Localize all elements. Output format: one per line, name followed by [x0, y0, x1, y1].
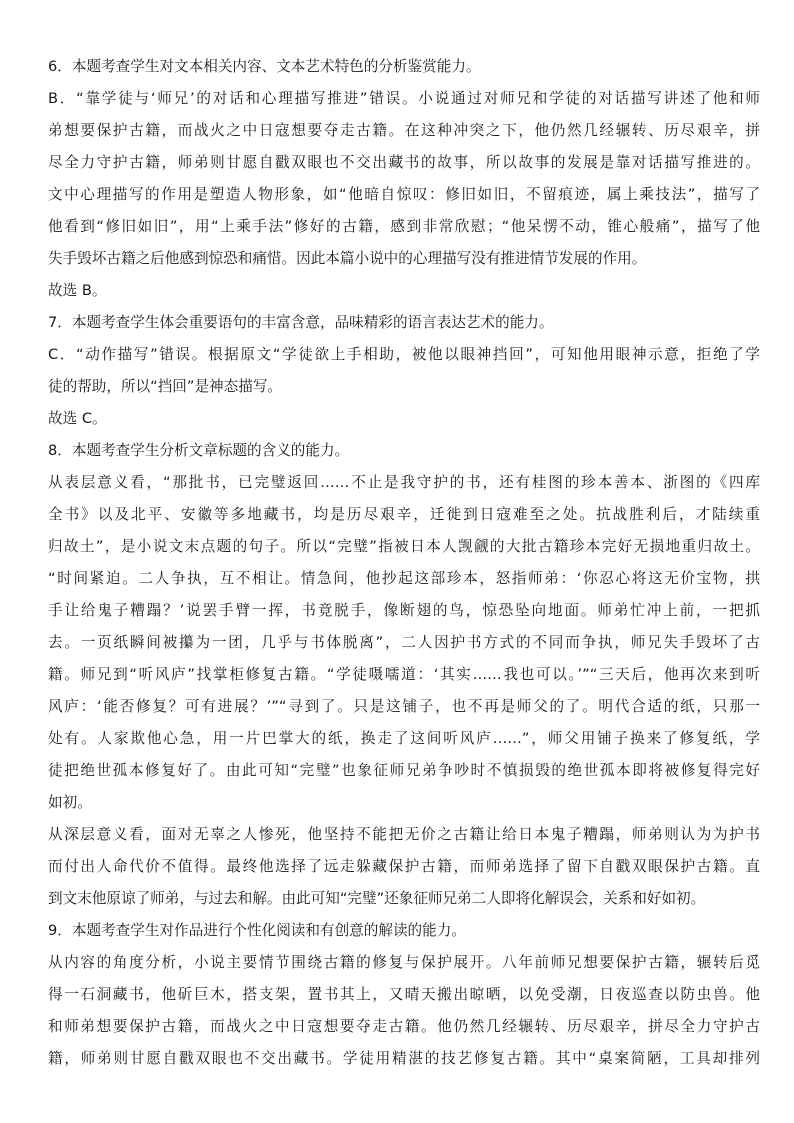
text-line: 籍，师弟则甘愿自戳双眼也不交出藏书。学徒用精湛的技艺修复古籍。其中“桌案简陋，工具却排列	[48, 1050, 760, 1067]
text-line: 和师弟想要保护古籍，而战火之中日寇想要夺走古籍。他仍然几经辗转、历尽艰辛，拼尽全力守护古	[48, 1018, 760, 1035]
text-line: 文中心理描写的作用是塑造人物形象，如“他暗自惊叹：修旧如旧，不留痕迹，属上乘技法”，描写了	[48, 186, 760, 203]
text-line: 弟想要保护古籍，而战火之中日寇想要夺走古籍。在这种冲突之下，他仍然几经辗转、历尽艰辛，拼	[48, 122, 760, 139]
text-line: 手让给鬼子糟蹋？’说罢手臂一挥，书竟脱手，像断翅的鸟，惊恐坠向地面。师弟忙冲上前，一把抓	[48, 602, 760, 619]
text-line: 9．本题考查学生对作品进行个性化阅读和有创意的解读的能力。	[48, 922, 466, 939]
text-line: 去。一页纸瞬间被攥为一团，几乎与书体脱离”，二人因护书方式的不同而争执，师兄失手毁坏了古	[48, 634, 760, 651]
text-line: “时间紧迫。二人争执，互不相让。情急间，他抄起这部珍本，怒指师弟：‘你忍心将这无价宝物，拱	[48, 570, 760, 587]
text-line: 全书》以及北平、安徽等多地藏书，均是历尽艰辛，迁徙到日寇难至之处。抗战胜利后，才陆续重	[48, 506, 760, 523]
text-line: 籍。师兄到“听风庐”找掌柜修复古籍。“学徒嗫嚅道：‘其实……我也可以。’”“三天后，他再次来到听	[48, 666, 760, 683]
text-line: 徒把绝世孤本修复好了。由此可知“完璧”也象征师兄弟争吵时不慎损毁的绝世孤本即将被修复得完好	[48, 762, 760, 779]
text-line: 他看到“修旧如旧”，用“上乘手法”修好的古籍，感到非常欣慰；“他呆愣不动，锥心般痛”，描写了他	[48, 218, 760, 235]
text-line: 归故土”，是小说文末点题的句子。所以“完璧”指被日本人觊觎的大批古籍珍本完好无损地重归故土。	[48, 538, 760, 555]
text-line: 7．本题考查学生体会重要语句的丰富含意，品味精彩的语言表达艺术的能力。	[48, 314, 554, 331]
text-line: 风庐：‘能否修复？可有进展？’”“寻到了。只是这铺子，也不再是师父的了。明代合适的纸，只那一	[48, 698, 760, 715]
text-line: 8．本题考查学生分析文章标题的含义的能力。	[48, 442, 350, 459]
text-line: 如初。	[48, 794, 92, 811]
text-line: 徒的帮助，所以“挡回”是神态描写。	[48, 378, 283, 395]
text-line: 从表层意义看，“那批书，已完璧返回……不止是我守护的书，还有桂图的珍本善本、浙图的《四库	[48, 474, 760, 491]
text-line: 故选 B。	[48, 282, 107, 299]
text-line: 到文末他原谅了师弟，与过去和解。由此可知“完璧”还象征师兄弟二人即将化解误会，关系和好如初。	[48, 890, 706, 907]
text-line: 6．本题考查学生对文本相关内容、文本艺术特色的分析鉴赏能力。	[48, 58, 481, 75]
text-line: 处有。人家欺他心急，用一片巴掌大的纸，换走了这间听风庐……”，师父用铺子换来了修复纸，学	[48, 730, 760, 747]
text-line: 失手毁坏古籍之后他感到惊恐和痛惜。因此本篇小说中的心理描写没有推进情节发展的作用。	[48, 250, 647, 267]
text-line: 尽全力守护古籍，师弟则甘愿自戳双眼也不交出藏书的故事，所以故事的发展是靠对话描写推进的。	[48, 154, 760, 171]
text-line: 从内容的角度分析，小说主要情节围绕古籍的修复与保护展开。八年前师兄想要保护古籍，辗转后觅	[48, 954, 760, 971]
text-line: 故选 C。	[48, 410, 107, 427]
text-line: C．“动作描写”错误。根据原文“学徒欲上手相助，被他以眼神挡回”，可知他用眼神示意，拒绝了学	[48, 346, 760, 363]
text-line: 而付出人命代价不值得。最终他选择了远走躲藏保护古籍，而师弟选择了留下自戳双眼保护古籍。直	[48, 858, 760, 875]
text-line: B．“靠学徒与‘师兄’的对话和心理描写推进”错误。小说通过对师兄和学徒的对话描写讲述了他和师	[48, 90, 760, 107]
text-line: 从深层意义看，面对无辜之人惨死，他坚持不能把无价之古籍让给日本鬼子糟蹋，师弟则认为为护书	[48, 826, 760, 843]
text-line: 得一石洞藏书，他斫巨木，搭支架，置书其上，又晴天搬出晾晒，以免受潮，日夜巡查以防虫兽。他	[48, 986, 760, 1003]
